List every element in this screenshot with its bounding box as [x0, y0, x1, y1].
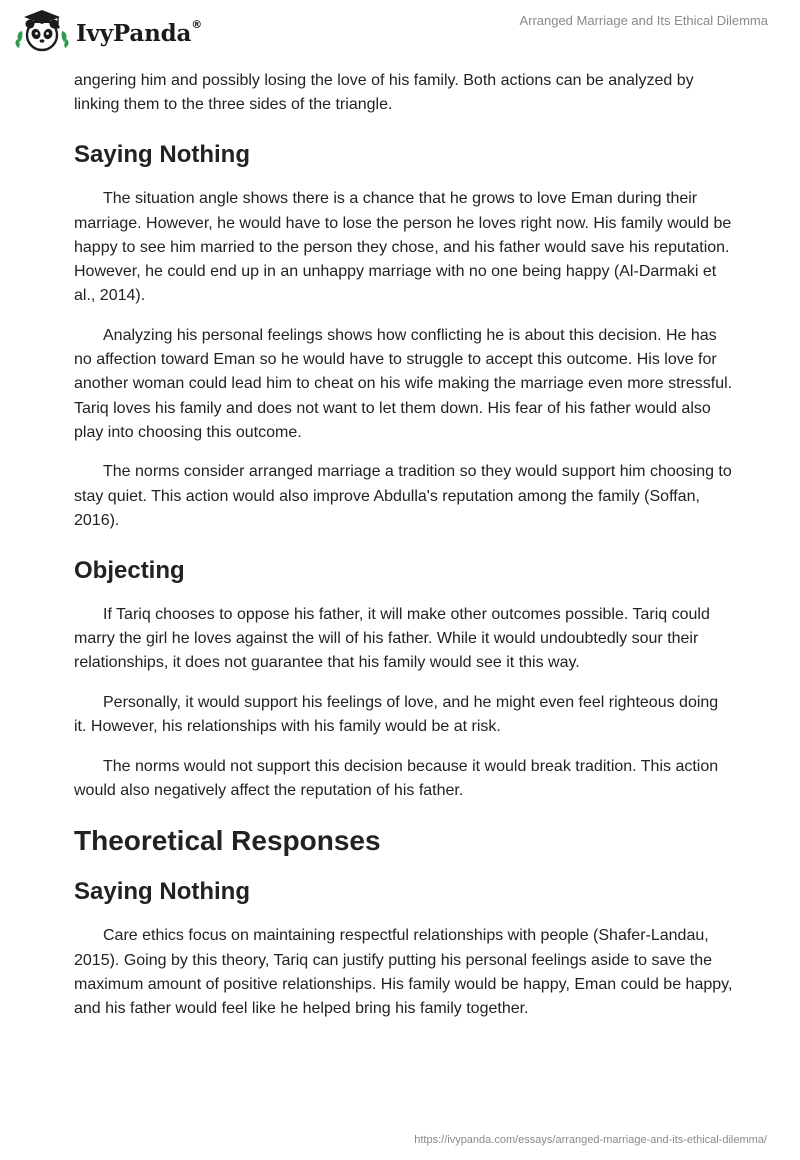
heading-saying-nothing: Saying Nothing [74, 141, 250, 169]
paragraph-intro: angering him and possibly losing the love of his family. Both actions can be analyzed by linking them to the three sides of the triangle. [74, 72, 694, 114]
paragraph: The situation angle shows there is a chance that he grows to love Eman during their marriage. However, he would have to lose the person he loves right now. His family would be happy to see him married to the person they chose, and his father would save his reputation. However, he could end up in an unhappy marriage with no one being happy (Al-Darmaki et al., 2014). [74, 190, 732, 305]
page-header [0, 0, 800, 62]
essay-content [74, 69, 734, 1037]
heading-saying-nothing-2: Saying Nothing [74, 878, 250, 906]
paragraph: The norms would not support this decision because it would break tradition. This action would also negatively affect the reputation of his father. [74, 758, 719, 800]
paragraph: Care ethics focus on maintaining respectful relationships with people (Shafer-Landau, 2015). Going by this theory, Tariq can justify putting his personal feelings aside to save the maximum amount of positive relationships. His family would be happy, Eman could be happy, and his father would feel like he helped bring his family together. [74, 927, 733, 1018]
source-url-link[interactable]: https://ivypanda.com/essays/arranged-marriage-and-its-ethical-dilemma/ [414, 1134, 767, 1146]
ivypanda-logo[interactable] [14, 8, 202, 54]
paragraph: Personally, it would support his feelings of love, and he might even feel righteous doing it. However, his relationships with his family would be at risk. [74, 694, 719, 736]
paragraph: If Tariq chooses to oppose his father, it will make other outcomes possible. Tariq could marry the girl he loves against the will of his father. While it would undoubtedly sour their relationships, it does not guarantee that his family would see it this way. [74, 606, 710, 672]
registered-mark: ® [191, 17, 202, 31]
document-title: Arranged Marriage and Its Ethical Dilemma [519, 13, 768, 28]
paragraph: Analyzing his personal feelings shows how conflicting he is about this decision. He has no affection toward Eman so he would have to struggle to accept this outcome. His love for another woman could lead him to cheat on his wife making the marriage even more stressful. Tariq loves his family and does not want to let them down. His fear of his father would also play into choosing this outcome. [74, 326, 733, 441]
logo-wordmark [76, 17, 202, 47]
heading-theoretical-responses: Theoretical Responses [74, 825, 381, 857]
logo-name: IvyPanda [76, 19, 192, 47]
heading-objecting: Objecting [74, 557, 185, 585]
paragraph: The norms consider arranged marriage a tradition so they would support him choosing to stay quiet. This action would also improve Abdulla's reputation among the family (Soffan, 2016). [74, 463, 732, 529]
panda-graduate-icon [14, 8, 70, 54]
